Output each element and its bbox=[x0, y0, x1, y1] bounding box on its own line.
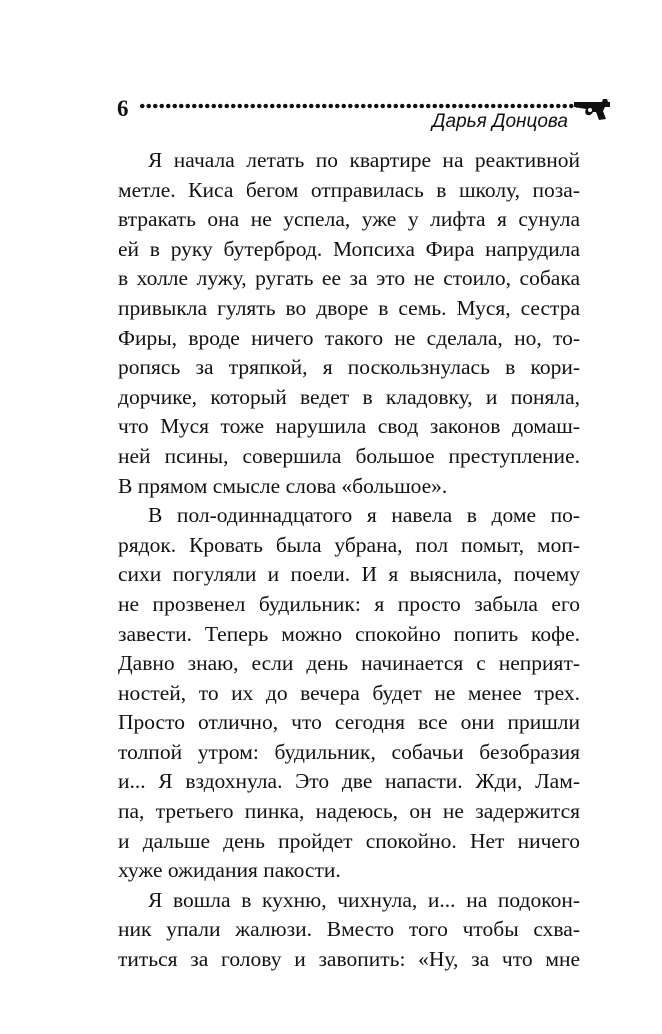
text-line: дорчике, который ведет в кладовку, и поняла, bbox=[118, 384, 580, 409]
text-line: ней псины, совершила большое преступление. bbox=[118, 443, 580, 468]
text-line: Фиры, вроде ничего такого не сделала, но, то- bbox=[118, 325, 580, 350]
author-name: Дарья Донцова bbox=[432, 111, 568, 132]
text-line: титься за голову и завопить: «Ну, за что мне bbox=[118, 947, 580, 972]
text-line: ник упали жалюзи. Вместо того чтобы схва- bbox=[118, 917, 580, 942]
text-line: Я начала летать по квартире на реактивной bbox=[148, 148, 580, 172]
text-line: ропясь за тряпкой, я поскользнулась в кори- bbox=[118, 355, 580, 380]
text-line: сихи погуляли и поели. И я выяснила, почему bbox=[118, 562, 580, 587]
text-line: не прозвенел будильник: я просто забыла его bbox=[118, 591, 580, 616]
text-line: па, третьего пинка, надеюсь, он не задержится bbox=[118, 799, 580, 824]
text-line: хуже ожидания пакости. bbox=[118, 858, 341, 883]
text-line: и дальше день пройдет спокойно. Нет ничего bbox=[118, 828, 580, 853]
text-line: ностей, то их до вечера будет не менее трех. bbox=[118, 680, 580, 705]
text-line: завести. Теперь можно спокойно попить кофе. bbox=[118, 621, 580, 646]
body-text bbox=[118, 146, 580, 975]
text-line: и... Я вздохнула. Это две напасти. Жди, Лам- bbox=[118, 769, 580, 794]
text-line: Я вошла в кухню, чихнула, и... на подокон- bbox=[148, 887, 580, 912]
text-line: втракать она не успела, уже у лифта я сунула bbox=[118, 207, 580, 232]
paragraph-3 bbox=[118, 886, 580, 975]
paragraph-1 bbox=[118, 146, 580, 501]
running-header bbox=[0, 0, 662, 140]
text-line: В прямом смысле слова «большое». bbox=[118, 473, 448, 498]
text-line: Просто отлично, что сегодня все они пришли bbox=[118, 710, 580, 735]
text-line: что Муся тоже нарушила свод законов домаш- bbox=[118, 414, 580, 439]
revolver-icon bbox=[572, 95, 612, 121]
text-line: привыкла гулять во дворе в семь. Муся, сестра bbox=[118, 295, 580, 320]
text-line: ей в руку бутерброд. Мопсиха Фира напрудила bbox=[118, 236, 580, 261]
text-line: рядок. Кровать была убрана, пол помыт, моп- bbox=[118, 532, 580, 557]
text-line: Давно знаю, если день начинается с неприят- bbox=[118, 651, 580, 676]
text-line: толпой утром: будильник, собачьи безобразия bbox=[118, 739, 580, 764]
page-number: 6 bbox=[117, 96, 129, 121]
paragraph-2 bbox=[118, 501, 580, 886]
text-line: В пол-одиннадцатого я навела в доме по- bbox=[148, 503, 580, 528]
dotted-rule bbox=[139, 103, 577, 109]
text-line: в холле лужу, ругать ее за это не стоило, собака bbox=[118, 266, 580, 291]
text-line: метле. Киса бегом отправилась в школу, поза- bbox=[118, 177, 580, 202]
